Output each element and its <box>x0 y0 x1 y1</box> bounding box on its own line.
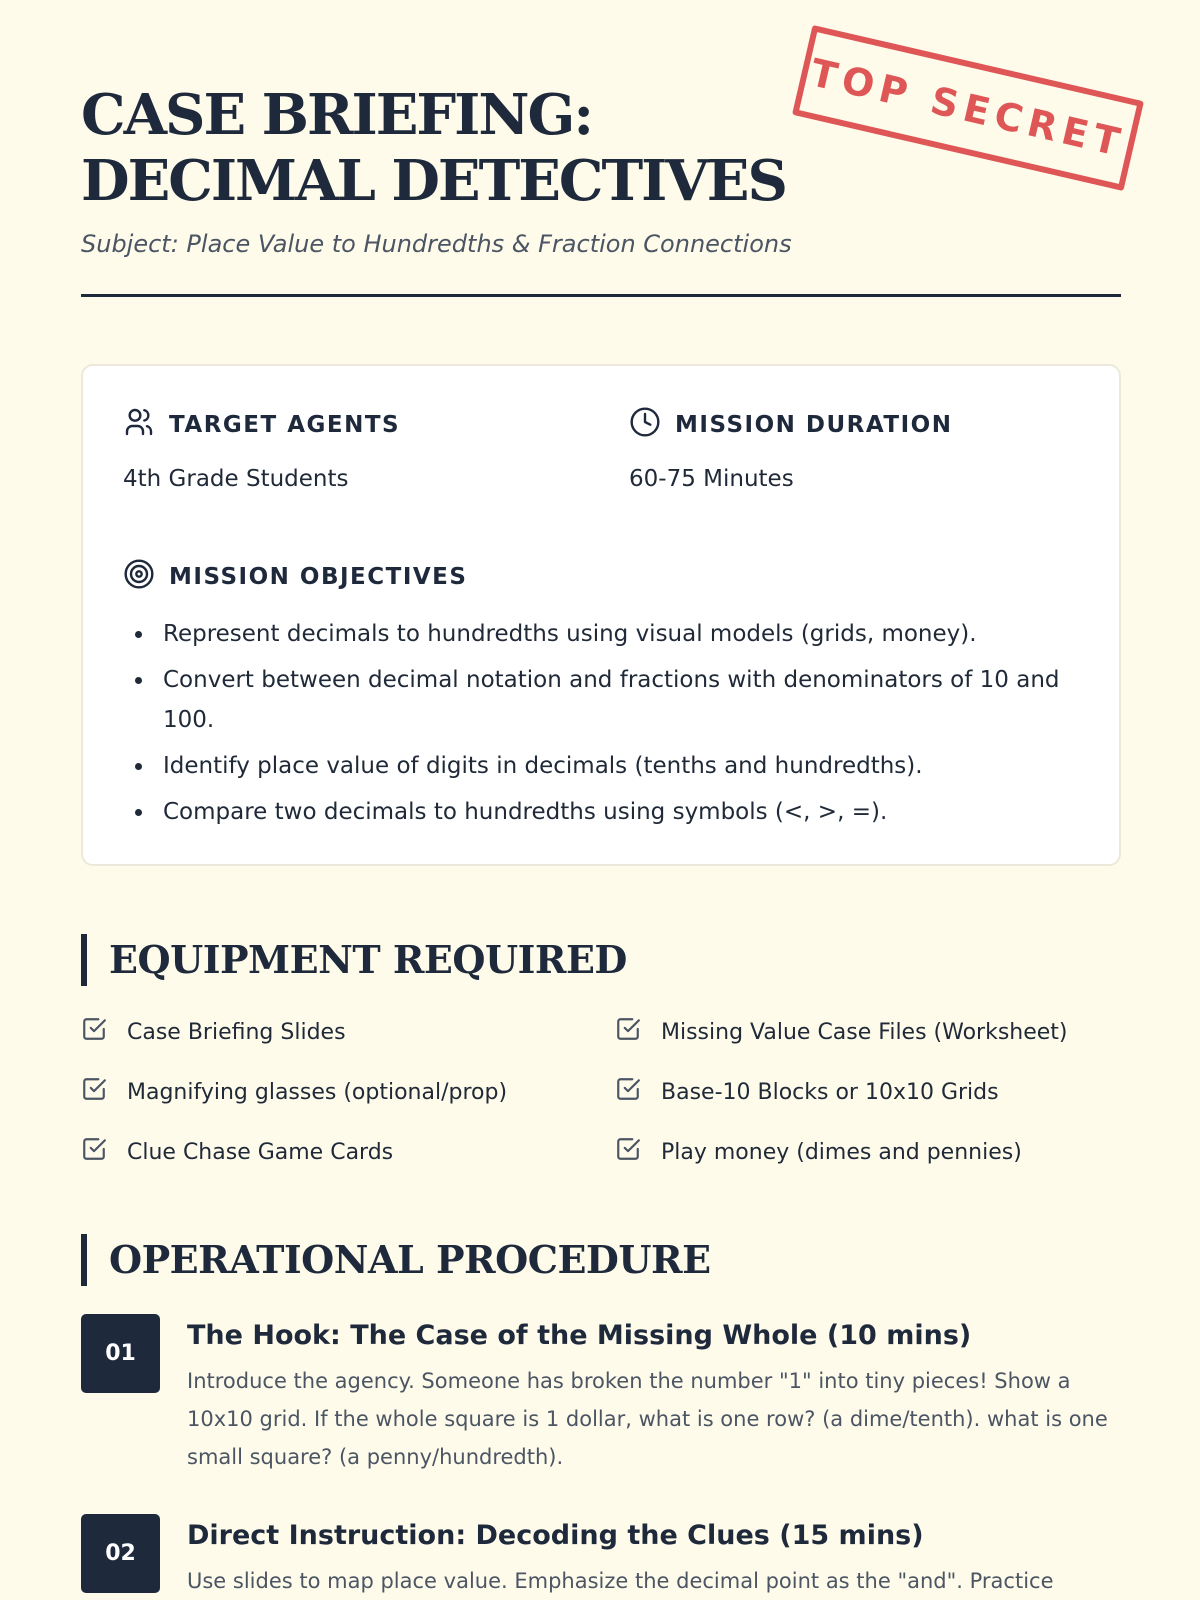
procedure-step <box>81 1514 1121 1600</box>
equipment-item <box>615 1016 1068 1048</box>
checkbox-checked-icon <box>615 1016 641 1048</box>
equipment-item-label: Base-10 Blocks or 10x10 Grids <box>661 1079 999 1105</box>
top-secret-stamp: TOP SECRET <box>792 25 1144 191</box>
mission-objectives-block <box>123 558 1083 838</box>
step-title: The Hook: The Case of the Missing Whole (10 mins) <box>187 1320 972 1351</box>
equipment-item <box>81 1016 346 1048</box>
header-divider <box>81 294 1121 297</box>
target-agents-value: 4th Grade Students <box>123 466 349 492</box>
step-description: Use slides to map place value. Emphasize the decimal point as the "and". Practice <box>187 1569 1054 1593</box>
procedure-heading: OPERATIONAL PROCEDURE <box>81 1234 711 1286</box>
equipment-item-label: Missing Value Case Files (Worksheet) <box>661 1019 1068 1045</box>
objective-item: Represent decimals to hundredths using visual models (grids, money). <box>123 614 1083 654</box>
equipment-item-label: Play money (dimes and pennies) <box>661 1139 1022 1165</box>
mission-objectives-label: MISSION OBJECTIVES <box>169 564 468 590</box>
target-agents-block <box>123 406 400 492</box>
page-subtitle: Subject: Place Value to Hundredths & Fraction Connections <box>81 230 792 258</box>
step-number: 02 <box>81 1514 160 1593</box>
mission-duration-label: MISSION DURATION <box>675 412 953 438</box>
target-icon <box>123 558 155 596</box>
checkbox-checked-icon <box>81 1016 107 1048</box>
mission-duration-value: 60-75 Minutes <box>629 466 794 492</box>
equipment-item <box>81 1136 393 1168</box>
checkbox-checked-icon <box>81 1076 107 1108</box>
equipment-item <box>615 1076 999 1108</box>
equipment-item <box>81 1076 507 1108</box>
equipment-item-label: Clue Chase Game Cards <box>127 1139 394 1165</box>
step-description: Introduce the agency. Someone has broken the number "1" into tiny pieces! Show a 10x10 grid. If the whole square is 1 dollar, what is one row? (a dime/tenth). what is one small square? (a penny/hundredth). <box>187 1369 1108 1469</box>
equipment-item-label: Magnifying glasses (optional/prop) <box>127 1079 508 1105</box>
checkbox-checked-icon <box>615 1136 641 1168</box>
page-title: CASE BRIEFING: DECIMAL DETECTIVES <box>81 82 786 214</box>
step-number: 01 <box>81 1314 160 1393</box>
objective-item: Convert between decimal notation and fractions with denominators of 10 and 100. <box>123 660 1083 740</box>
target-agents-label: TARGET AGENTS <box>169 412 401 438</box>
mission-info-card <box>81 364 1121 866</box>
users-icon <box>123 406 155 444</box>
procedure-step <box>81 1314 1121 1474</box>
mission-duration-block <box>629 406 952 492</box>
objectives-list <box>123 614 1083 832</box>
clock-icon <box>629 406 661 444</box>
step-title: Direct Instruction: Decoding the Clues (15 mins) <box>187 1520 924 1551</box>
objective-item: Compare two decimals to hundredths using symbols (<, >, =). <box>123 792 1083 832</box>
equipment-item <box>615 1136 1022 1168</box>
checkbox-checked-icon <box>615 1076 641 1108</box>
equipment-heading: EQUIPMENT REQUIRED <box>81 934 627 986</box>
equipment-item-label: Case Briefing Slides <box>127 1019 346 1045</box>
checkbox-checked-icon <box>81 1136 107 1168</box>
objective-item: Identify place value of digits in decimals (tenths and hundredths). <box>123 746 1083 786</box>
